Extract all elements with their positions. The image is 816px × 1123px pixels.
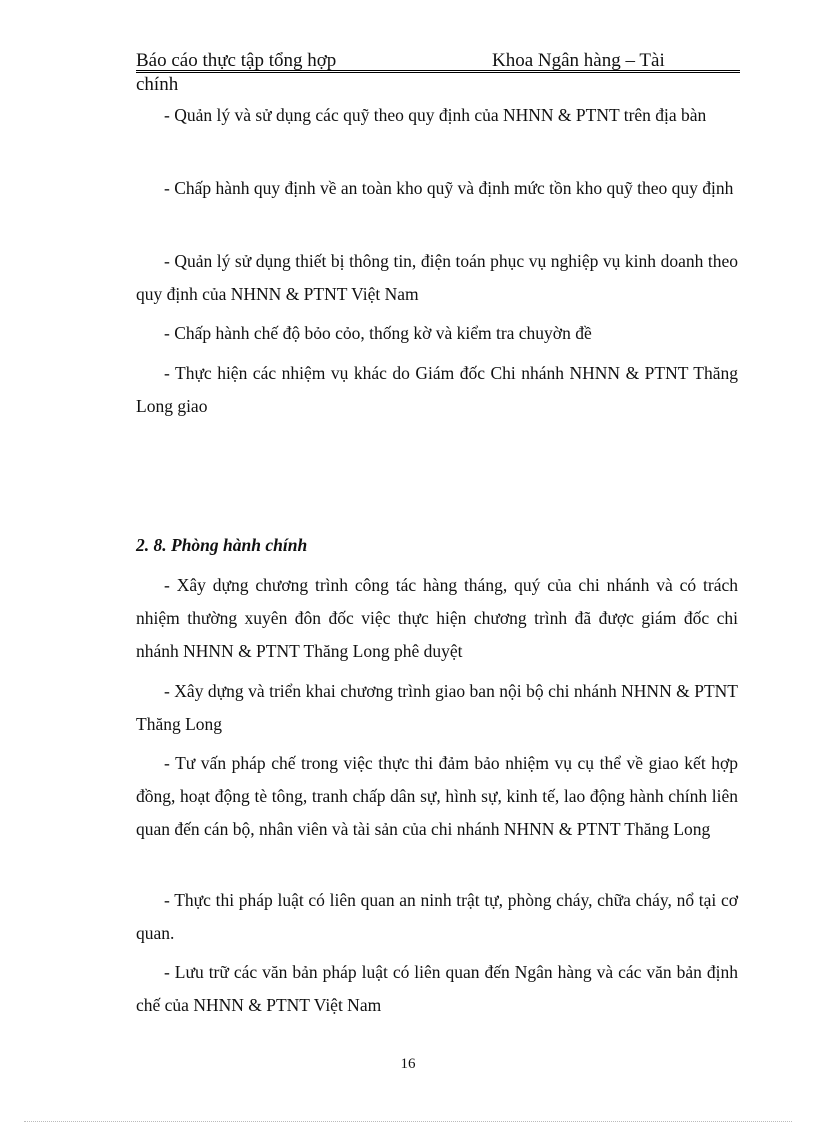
paragraph-legal-advice: - Tư vấn pháp chế trong việc thực thi đảm bảo nhiệm vụ cụ thể về giao kết hợp đồng, hoạt động tè tông, tranh chấp dân sự, hình sự, kinh tế, lao động hành chính liên quan đến cán bộ, nhân viên và tài sản của chi nhánh NHNN & PTNT Thăng Long xyxy=(136,753,738,839)
paragraph-reporting: - Chấp hành chế độ bỏo cỏo, thống kờ và kiểm tra chuyờn đề xyxy=(164,323,592,343)
paragraph-it-equipment: - Quản lý sử dụng thiết bị thông tin, điện toán phục vụ nghiệp vụ kinh doanh theo quy định của NHNN & PTNT Việt Nam xyxy=(136,251,738,304)
section-heading: 2. 8. Phòng hành chính xyxy=(136,535,308,555)
header-report-title: Báo cáo thực tập tổng hợp xyxy=(136,50,337,71)
header-faculty-continuation: chính xyxy=(136,74,179,95)
paragraph-work-program: - Xây dựng chương trình công tác hàng tháng, quý của chi nhánh và có trách nhiệm thường xuyên đôn đốc việc thực hiện chương trình đã được giám đốc chi nhánh NHNN & PTNT Thăng Long phê duyệt xyxy=(136,575,738,661)
paragraph-other-tasks: - Thực hiện các nhiệm vụ khác do Giám đốc Chi nhánh NHNN & PTNT Thăng Long giao xyxy=(136,363,738,416)
paragraph-vault-safety: - Chấp hành quy định về an toàn kho quỹ và định mức tồn kho quỹ theo quy định xyxy=(164,178,734,198)
paragraph-fund-management: - Quản lý và sử dụng các quỹ theo quy định của NHNN & PTNT trên địa bàn xyxy=(164,105,707,125)
paragraph-security-fire: - Thực thi pháp luật có liên quan an ninh trật tự, phòng cháy, chữa cháy, nổ tại cơ quan. xyxy=(136,890,738,943)
paragraph-archiving: - Lưu trữ các văn bản pháp luật có liên quan đến Ngân hàng và các văn bản định chế của NHNN & PTNT Việt Nam xyxy=(136,962,738,1015)
header-rule-bottom xyxy=(136,72,740,73)
header-rule-top xyxy=(136,70,740,71)
page-bottom-border xyxy=(24,1121,792,1122)
paragraph-internal-briefing: - Xây dựng và triển khai chương trình giao ban nội bộ chi nhánh NHNN & PTNT Thăng Long xyxy=(136,681,738,734)
page-number: 16 xyxy=(400,1056,416,1072)
header-faculty: Khoa Ngân hàng – Tài xyxy=(492,50,665,71)
